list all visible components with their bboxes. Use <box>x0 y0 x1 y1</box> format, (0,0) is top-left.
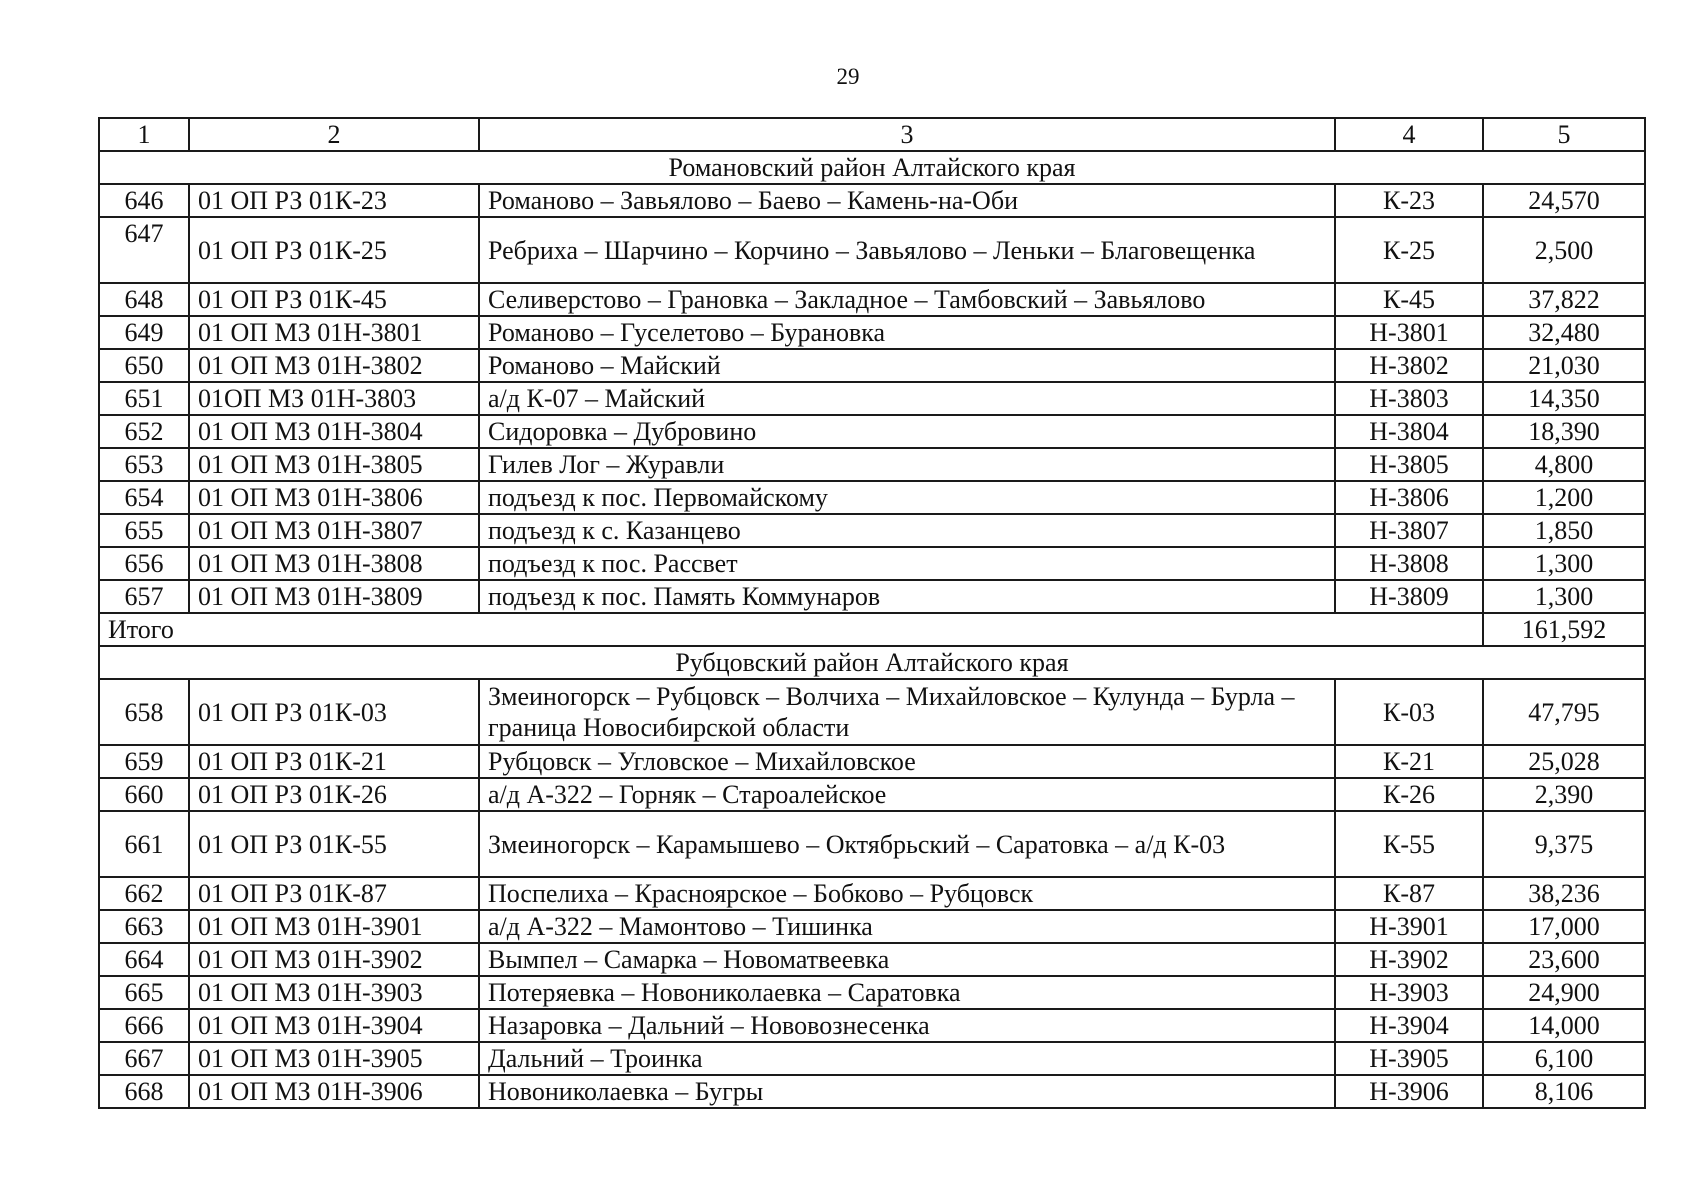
road-length: 38,236 <box>1483 877 1645 910</box>
road-code: 01 ОП РЗ 01К-87 <box>189 877 479 910</box>
road-index: Н-3801 <box>1335 316 1483 349</box>
road-length: 37,822 <box>1483 283 1645 316</box>
road-length: 17,000 <box>1483 910 1645 943</box>
table-row <box>99 415 1645 448</box>
road-route: Назаровка – Дальний – Нововознесенка <box>479 1009 1335 1042</box>
table-row <box>99 580 1645 613</box>
road-route: Поспелиха – Красноярское – Бобково – Рубцовск <box>479 877 1335 910</box>
table-row <box>99 481 1645 514</box>
road-route: Ребриха – Шарчино – Корчино – Завьялово – Леньки – Благовещенка <box>479 217 1335 283</box>
table-row <box>99 382 1645 415</box>
table-row <box>99 910 1645 943</box>
road-index: Н-3803 <box>1335 382 1483 415</box>
road-length: 18,390 <box>1483 415 1645 448</box>
road-index: К-55 <box>1335 811 1483 877</box>
road-length: 47,795 <box>1483 679 1645 745</box>
table-row <box>99 448 1645 481</box>
row-number: 662 <box>99 877 189 910</box>
road-length: 23,600 <box>1483 943 1645 976</box>
road-code: 01 ОП РЗ 01К-25 <box>189 217 479 283</box>
road-route: Романово – Майский <box>479 349 1335 382</box>
row-number: 646 <box>99 184 189 217</box>
table-row <box>99 943 1645 976</box>
road-length: 24,570 <box>1483 184 1645 217</box>
row-number: 659 <box>99 745 189 778</box>
row-number: 664 <box>99 943 189 976</box>
table-row <box>99 1042 1645 1075</box>
road-index: Н-3903 <box>1335 976 1483 1009</box>
road-route: Романово – Гуселетово – Бурановка <box>479 316 1335 349</box>
roads-table-body <box>99 118 1645 1108</box>
table-row <box>99 547 1645 580</box>
road-route: а/д А-322 – Горняк – Староалейское <box>479 778 1335 811</box>
road-route: Селиверстово – Грановка – Закладное – Тамбовский – Завьялово <box>479 283 1335 316</box>
road-index: Н-3804 <box>1335 415 1483 448</box>
road-index: Н-3805 <box>1335 448 1483 481</box>
road-route: Гилев Лог – Журавли <box>479 448 1335 481</box>
page-number: 29 <box>836 64 860 89</box>
road-code: 01 ОП РЗ 01К-23 <box>189 184 479 217</box>
road-route: Потеряевка – Новониколаевка – Саратовка <box>479 976 1335 1009</box>
road-route: Змеиногорск – Рубцовск – Волчиха – Михайловское – Кулунда – Бурла – граница Новосибирской области <box>479 679 1335 745</box>
row-number: 653 <box>99 448 189 481</box>
road-route: Змеиногорск – Карамышево – Октябрьский – Саратовка – а/д К-03 <box>479 811 1335 877</box>
road-index: К-23 <box>1335 184 1483 217</box>
road-route: а/д К-07 – Майский <box>479 382 1335 415</box>
table-row <box>99 976 1645 1009</box>
total-row <box>99 613 1645 646</box>
road-index: Н-3802 <box>1335 349 1483 382</box>
road-length: 1,850 <box>1483 514 1645 547</box>
row-number: 665 <box>99 976 189 1009</box>
row-number: 660 <box>99 778 189 811</box>
road-code: 01 ОП МЗ 01Н-3808 <box>189 547 479 580</box>
road-code: 01 ОП РЗ 01К-55 <box>189 811 479 877</box>
table-row <box>99 283 1645 316</box>
road-index: Н-3906 <box>1335 1075 1483 1108</box>
column-header: 3 <box>479 118 1335 151</box>
road-length: 2,500 <box>1483 217 1645 283</box>
table-row <box>99 514 1645 547</box>
road-route: подъезд к пос. Рассвет <box>479 547 1335 580</box>
column-header: 4 <box>1335 118 1483 151</box>
road-index: Н-3904 <box>1335 1009 1483 1042</box>
road-code: 01 ОП МЗ 01Н-3804 <box>189 415 479 448</box>
total-value: 161,592 <box>1483 613 1645 646</box>
road-index: К-25 <box>1335 217 1483 283</box>
road-code: 01 ОП РЗ 01К-26 <box>189 778 479 811</box>
road-length: 14,350 <box>1483 382 1645 415</box>
road-code: 01 ОП МЗ 01Н-3906 <box>189 1075 479 1108</box>
road-index: К-45 <box>1335 283 1483 316</box>
road-route: подъезд к с. Казанцево <box>479 514 1335 547</box>
road-length: 1,300 <box>1483 580 1645 613</box>
road-code: 01 ОП МЗ 01Н-3801 <box>189 316 479 349</box>
row-number: 647 <box>99 217 189 283</box>
table-row <box>99 778 1645 811</box>
road-code: 01ОП МЗ 01Н-3803 <box>189 382 479 415</box>
road-length: 1,300 <box>1483 547 1645 580</box>
road-length: 1,200 <box>1483 481 1645 514</box>
row-number: 656 <box>99 547 189 580</box>
row-number: 649 <box>99 316 189 349</box>
road-code: 01 ОП МЗ 01Н-3802 <box>189 349 479 382</box>
road-route: Сидоровка – Дубровино <box>479 415 1335 448</box>
column-header-row <box>99 118 1645 151</box>
road-index: К-87 <box>1335 877 1483 910</box>
table-row <box>99 679 1645 745</box>
row-number: 667 <box>99 1042 189 1075</box>
road-route: Романово – Завьялово – Баево – Камень-на-Оби <box>479 184 1335 217</box>
district-title: Рубцовский район Алтайского края <box>99 646 1645 679</box>
row-number: 652 <box>99 415 189 448</box>
road-index: К-26 <box>1335 778 1483 811</box>
total-label: Итого <box>99 613 1483 646</box>
road-code: 01 ОП МЗ 01Н-3809 <box>189 580 479 613</box>
road-index: Н-3901 <box>1335 910 1483 943</box>
district-row <box>99 646 1645 679</box>
road-length: 9,375 <box>1483 811 1645 877</box>
column-header: 2 <box>189 118 479 151</box>
row-number: 658 <box>99 679 189 745</box>
table-row <box>99 316 1645 349</box>
road-code: 01 ОП МЗ 01Н-3901 <box>189 910 479 943</box>
road-length: 4,800 <box>1483 448 1645 481</box>
table-row <box>99 349 1645 382</box>
road-length: 24,900 <box>1483 976 1645 1009</box>
road-route: Дальний – Троинка <box>479 1042 1335 1075</box>
road-code: 01 ОП МЗ 01Н-3904 <box>189 1009 479 1042</box>
road-code: 01 ОП МЗ 01Н-3805 <box>189 448 479 481</box>
road-index: К-03 <box>1335 679 1483 745</box>
road-index: Н-3905 <box>1335 1042 1483 1075</box>
road-route: а/д А-322 – Мамонтово – Тишинка <box>479 910 1335 943</box>
road-length: 6,100 <box>1483 1042 1645 1075</box>
road-index: К-21 <box>1335 745 1483 778</box>
road-code: 01 ОП МЗ 01Н-3902 <box>189 943 479 976</box>
district-row <box>99 151 1645 184</box>
row-number: 655 <box>99 514 189 547</box>
column-header: 5 <box>1483 118 1645 151</box>
table-row <box>99 184 1645 217</box>
road-length: 2,390 <box>1483 778 1645 811</box>
roads-table <box>98 117 1646 1109</box>
road-code: 01 ОП МЗ 01Н-3905 <box>189 1042 479 1075</box>
table-row <box>99 811 1645 877</box>
row-number: 650 <box>99 349 189 382</box>
table-row <box>99 745 1645 778</box>
road-index: Н-3808 <box>1335 547 1483 580</box>
road-code: 01 ОП РЗ 01К-21 <box>189 745 479 778</box>
row-number: 666 <box>99 1009 189 1042</box>
road-route: Новониколаевка – Бугры <box>479 1075 1335 1108</box>
district-title: Романовский район Алтайского края <box>99 151 1645 184</box>
road-code: 01 ОП МЗ 01Н-3806 <box>189 481 479 514</box>
road-index: Н-3809 <box>1335 580 1483 613</box>
row-number: 668 <box>99 1075 189 1108</box>
road-length: 32,480 <box>1483 316 1645 349</box>
row-number: 654 <box>99 481 189 514</box>
road-index: Н-3806 <box>1335 481 1483 514</box>
road-route: подъезд к пос. Первомайскому <box>479 481 1335 514</box>
row-number: 651 <box>99 382 189 415</box>
road-length: 14,000 <box>1483 1009 1645 1042</box>
road-length: 25,028 <box>1483 745 1645 778</box>
row-number: 661 <box>99 811 189 877</box>
column-header: 1 <box>99 118 189 151</box>
road-route: Вымпел – Самарка – Новоматвеевка <box>479 943 1335 976</box>
row-number: 657 <box>99 580 189 613</box>
road-index: Н-3807 <box>1335 514 1483 547</box>
road-length: 8,106 <box>1483 1075 1645 1108</box>
road-code: 01 ОП МЗ 01Н-3807 <box>189 514 479 547</box>
road-route: подъезд к пос. Память Коммунаров <box>479 580 1335 613</box>
table-row <box>99 217 1645 283</box>
road-code: 01 ОП РЗ 01К-45 <box>189 283 479 316</box>
road-code: 01 ОП МЗ 01Н-3903 <box>189 976 479 1009</box>
road-code: 01 ОП РЗ 01К-03 <box>189 679 479 745</box>
road-index: Н-3902 <box>1335 943 1483 976</box>
table-row <box>99 877 1645 910</box>
table-row <box>99 1075 1645 1108</box>
road-length: 21,030 <box>1483 349 1645 382</box>
row-number: 648 <box>99 283 189 316</box>
road-route: Рубцовск – Угловское – Михайловское <box>479 745 1335 778</box>
table-row <box>99 1009 1645 1042</box>
row-number: 663 <box>99 910 189 943</box>
